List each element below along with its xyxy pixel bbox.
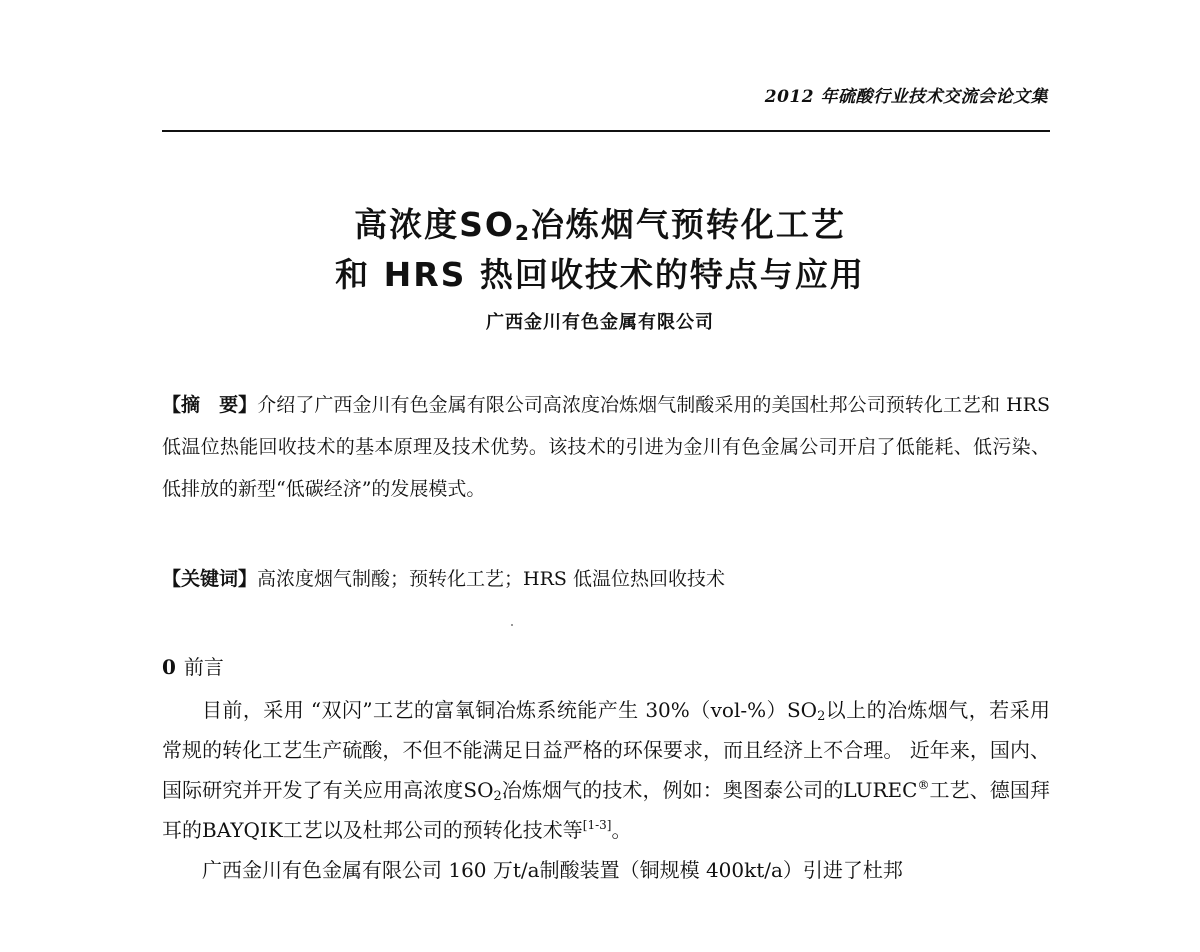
keywords xyxy=(162,558,1050,600)
paper-title-line-2: 和 HRS 热回收技术的特点与应用 xyxy=(335,255,865,294)
section-heading xyxy=(162,646,224,688)
keywords-label: 【关键词】 xyxy=(162,568,258,590)
abstract-label: 【摘 要】 xyxy=(162,394,258,416)
citation-ref: [1-3] xyxy=(582,818,612,832)
abstract-text: 介绍了广西金川有色金属有限公司高浓度冶炼烟气制酸采用的美国杜邦公司预转化工艺和 HRS 低温位热能回收技术的基本原理及技术优势。该技术的引进为金川有色金属公司开启了低能耗、低污染、低排放的新型“低碳经济”的发展模式。 xyxy=(162,394,1050,500)
section-title: 前言 xyxy=(183,655,224,679)
registered-mark: ® xyxy=(917,778,930,792)
body-text xyxy=(162,690,1050,890)
paper-title-line-1 xyxy=(0,200,1200,250)
title-subscript: 2 xyxy=(514,221,531,245)
title-line1-pre: 高浓度SO xyxy=(354,205,515,244)
header-rule xyxy=(162,130,1050,132)
paragraph-1 xyxy=(162,690,1050,850)
keywords-text: 高浓度烟气制酸；预转化工艺；HRS 低温位热回收技术 xyxy=(257,568,725,590)
title-line1-post: 冶炼烟气预转化工艺 xyxy=(530,205,846,244)
running-header: 2012 年硫酸行业技术交流会论文集 xyxy=(764,87,1048,107)
para1-part4: 工艺、德国拜耳的BAYQIK工艺以及杜邦公司的预转化技术等 xyxy=(162,778,1050,842)
para1-part5: 。 xyxy=(611,818,632,842)
para1-sub1: 2 xyxy=(817,709,826,724)
para1-part1: 目前，采用 “双闪”工艺的富氧铜冶炼系统能产生 30%（vol-%）SO xyxy=(202,698,818,722)
section-number: 0 xyxy=(162,655,176,679)
abstract xyxy=(162,384,1050,510)
scan-dot xyxy=(511,624,513,626)
author-organization: 广西金川有色金属有限公司 xyxy=(486,312,714,333)
para1-part2: 以上的冶炼烟气，若采用常规的转化工艺生产硫酸，不但不能满足日益严格的环保要求，而且经济上不合理。 近年来，国内、国际研究并开发了有关应用高浓度SO xyxy=(162,698,1050,802)
para1-sub2: 2 xyxy=(493,789,502,804)
para1-part3: 冶炼烟气的技术，例如：奥图泰公司的LUREC xyxy=(501,778,918,802)
title-block xyxy=(0,200,1200,334)
paragraph-2: 广西金川有色金属有限公司 160 万t/a制酸装置（铜规模 400kt/a）引进了杜邦 xyxy=(202,858,903,882)
